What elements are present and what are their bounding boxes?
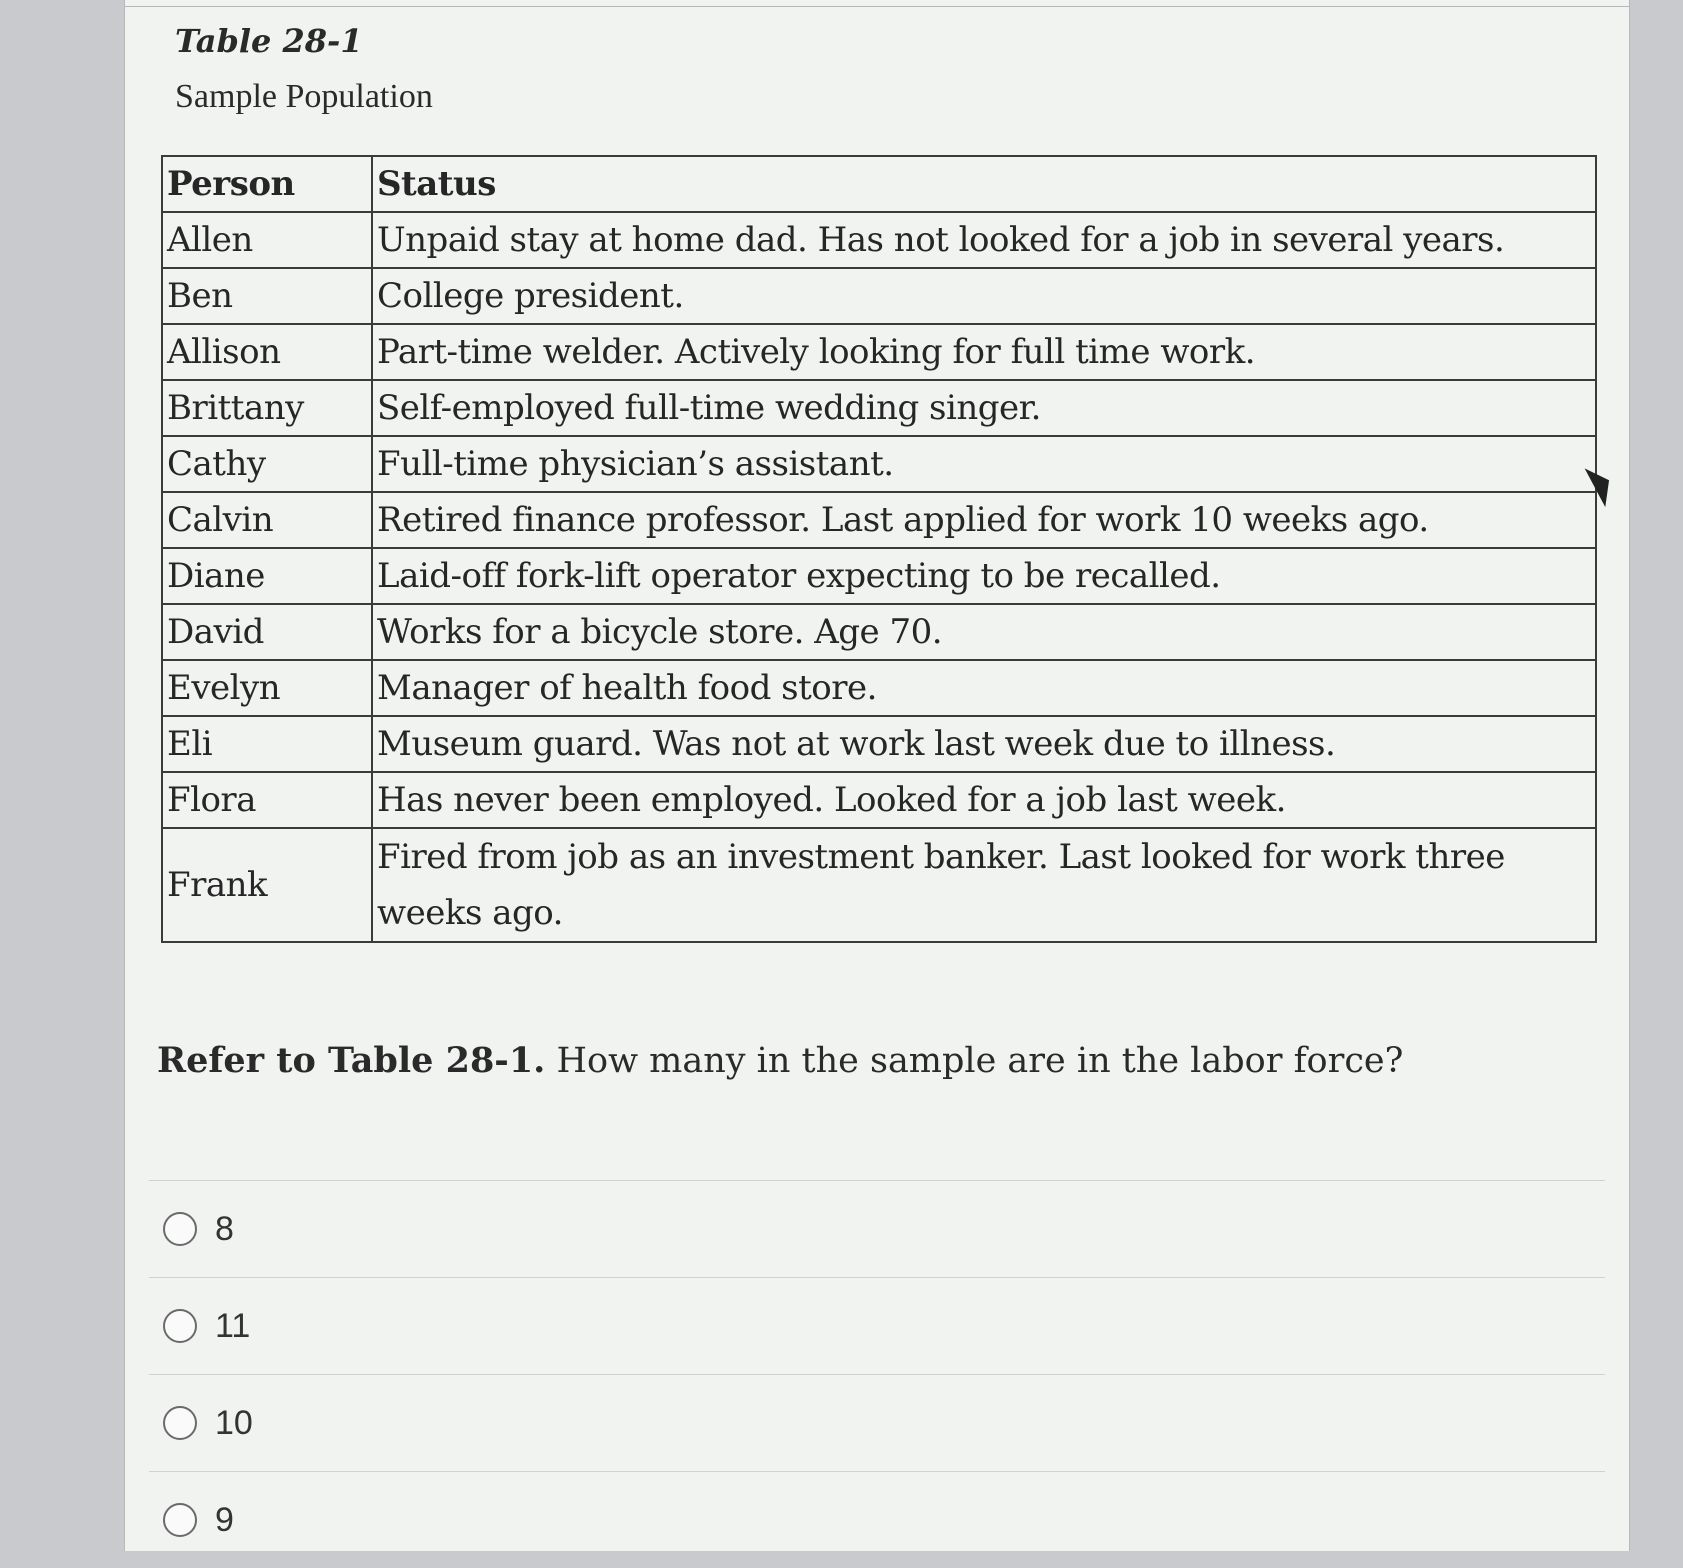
person-cell: Frank (162, 828, 372, 942)
answer-options (149, 1180, 1605, 1568)
person-cell: David (162, 604, 372, 660)
status-cell: Fired from job as an investment banker. Last looked for work three weeks ago. (372, 828, 1596, 942)
table-row (162, 548, 1596, 604)
status-cell: Part-time welder. Actively looking for full time work. (372, 324, 1596, 380)
table-row (162, 492, 1596, 548)
status-cell: Works for a bicycle store. Age 70. (372, 604, 1596, 660)
person-cell: Allison (162, 324, 372, 380)
table-row (162, 324, 1596, 380)
status-cell: College president. (372, 268, 1596, 324)
person-cell: Eli (162, 716, 372, 772)
question-body: How many in the sample are in the labor force? (545, 1041, 1404, 1081)
answer-option[interactable] (149, 1180, 1605, 1277)
radio-button[interactable] (163, 1212, 197, 1246)
table-row (162, 212, 1596, 268)
question-page (124, 0, 1630, 1551)
option-label: 10 (215, 1403, 253, 1442)
table-row (162, 772, 1596, 828)
table-row (162, 380, 1596, 436)
radio-button[interactable] (163, 1309, 197, 1343)
question-reference: Refer to Table 28-1. (157, 1040, 546, 1081)
option-label: 9 (215, 1500, 234, 1539)
sample-population-table (161, 155, 1597, 943)
option-label: 11 (215, 1306, 251, 1345)
table-header-row (162, 156, 1596, 212)
status-cell: Retired finance professor. Last applied for work 10 weeks ago. (372, 492, 1596, 548)
status-cell: Museum guard. Was not at work last week due to illness. (372, 716, 1596, 772)
header-status: Status (372, 156, 1596, 212)
status-cell: Full-time physician’s assistant. (372, 436, 1596, 492)
person-cell: Calvin (162, 492, 372, 548)
radio-button[interactable] (163, 1406, 197, 1440)
person-cell: Allen (162, 212, 372, 268)
table-row (162, 660, 1596, 716)
answer-option[interactable] (149, 1277, 1605, 1374)
person-cell: Ben (162, 268, 372, 324)
option-label: 8 (215, 1209, 234, 1248)
table-title: Table 28-1 (175, 22, 363, 60)
person-cell: Flora (162, 772, 372, 828)
status-cell: Has never been employed. Looked for a job last week. (372, 772, 1596, 828)
status-cell: Manager of health food store. (372, 660, 1596, 716)
person-cell: Cathy (162, 436, 372, 492)
radio-button[interactable] (163, 1503, 197, 1537)
table-row (162, 268, 1596, 324)
table-row (162, 716, 1596, 772)
status-cell: Self-employed full-time wedding singer. (372, 380, 1596, 436)
person-cell: Evelyn (162, 660, 372, 716)
top-divider (125, 6, 1629, 7)
header-person: Person (162, 156, 372, 212)
table-row (162, 436, 1596, 492)
question-text (157, 1040, 1403, 1081)
table-row (162, 828, 1596, 942)
status-cell: Unpaid stay at home dad. Has not looked for a job in several years. (372, 212, 1596, 268)
table-row (162, 604, 1596, 660)
person-cell: Brittany (162, 380, 372, 436)
person-cell: Diane (162, 548, 372, 604)
status-cell: Laid-off fork-lift operator expecting to be recalled. (372, 548, 1596, 604)
answer-option[interactable] (149, 1471, 1605, 1568)
answer-option[interactable] (149, 1374, 1605, 1471)
table-caption: Sample Population (175, 78, 433, 115)
